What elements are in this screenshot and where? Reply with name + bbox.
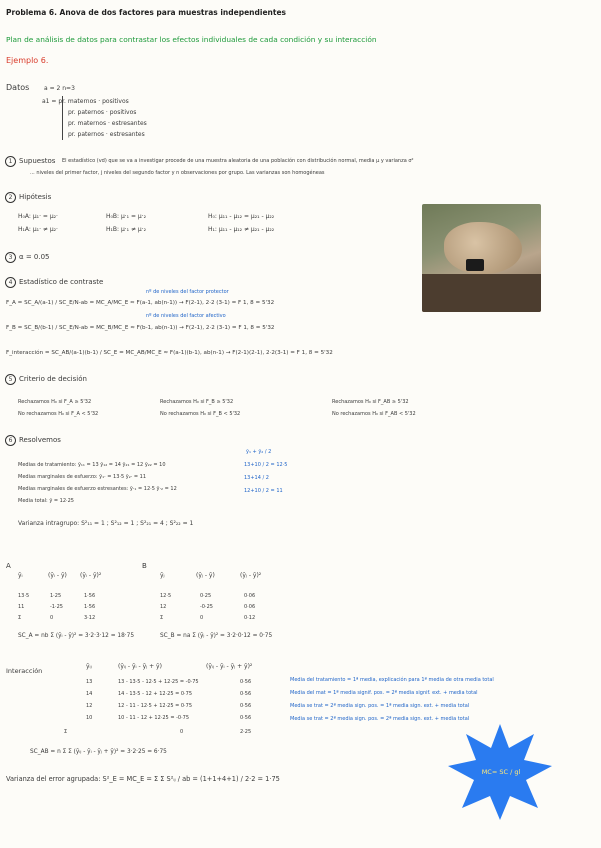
datos-values: a = 2 n=3 — [44, 85, 75, 92]
step-2-label: Hipótesis — [19, 193, 52, 201]
step-1-text-2: ... niveles del primer factor, j niveles del segundo factor y n observaciones por grupo. Las varianzas son homogéneas — [30, 170, 325, 176]
step-1-label: Supuestos — [19, 157, 56, 165]
table-a-cell: 3·12 — [84, 615, 96, 621]
step-number: 4 — [5, 277, 16, 288]
result-line: Media total: ȳ = 12·25 — [18, 498, 74, 504]
formula-fa: F_A = SC_A/(a-1) / SC_E/N-ab = MC_A/MC_E ≈ F(a-1, ab(n-1)) → F(2-1), 2·2 (3-1) = F 1, 8 = 5'32 — [6, 300, 275, 306]
criterion: No rechazamos H₀ si F_A < 5'32 — [18, 411, 99, 417]
page-subtitle: Plan de análisis de datos para contrastar los efectos individuales de cada condición y su interacción — [6, 35, 377, 44]
annotation-note: nº de niveles del factor afectivo — [146, 313, 226, 319]
interaction-cell: 14 - 13·5 - 12 + 12·25 = 0·75 — [118, 691, 193, 697]
step-2-heading — [5, 192, 51, 203]
result-line: Medias marginales de esfuerzo estresantes: ȳ·₁ = 12·5 ȳ·₂ = 12 — [18, 486, 177, 492]
table-b-header: (ȳⱼ - ȳ) — [196, 572, 215, 579]
interaction-cell: 2·25 — [240, 729, 252, 735]
side-note: 12+10 / 2 = 11 — [244, 488, 283, 494]
table-b-header: ȳⱼ — [160, 572, 165, 579]
table-b-formula: SC_B = na Σ (ȳⱼ - ȳ)² = 3·2·0·12 = 0·75 — [160, 633, 273, 639]
step-number: 5 — [5, 374, 16, 385]
star-badge-label: MC= SC / gl — [481, 768, 521, 776]
legend-line: Media se trat = 2ª media sign. pos. = 1ª media sign. ext. + media total — [290, 703, 470, 709]
page-title: Problema 6. Anova de dos factores para muestras independientes — [6, 8, 287, 17]
formula-fb: F_B = SC_B/(b-1) / SC_E/N-ab = MC_B/MC_E ≈ F(b-1, ab(n-1)) → F(2-1), 2·2 (3-1) = F 1, 8 = 5'32 — [6, 325, 275, 331]
step-1-text: El estadístico (vd) que se va a investigar procede de una muestra aleatoria de una población con distribución normal, media μ y varianza σ² — [62, 158, 414, 164]
error-variance: Varianza del error agrupada: S²_E = MC_E = Σ Σ S²ᵢⱼ / ab = (1+1+4+1) / 2·2 = 1·75 — [6, 775, 280, 783]
legend-line: Media del tratamiento = 1ª media, explicación para 1ª media de otra media total — [290, 677, 494, 683]
interaction-cell: 10 — [86, 715, 93, 721]
hypothesis: H₀B: μ·₁ = μ·₂ — [106, 213, 147, 220]
table-b-header: (ȳⱼ - ȳ)² — [240, 572, 262, 579]
step-4-label: Estadístico de contraste — [19, 278, 104, 286]
datos-item: pr. paternos · positivos — [68, 109, 137, 116]
step-4-heading — [5, 277, 103, 288]
step-6-heading — [5, 435, 61, 446]
variance-line: Varianza intragrupo: S²₁₁ = 1 ; S²₁₂ = 1 ; S²₂₁ = 4 ; S²₂₂ = 1 — [18, 520, 194, 527]
result-line: Medias marginales de esfuerzo: ȳ₁· = 13·5 ȳ₂· = 11 — [18, 474, 147, 480]
table-b-cell: 12 — [160, 604, 167, 610]
datos-item: a1 = pr. maternos · positivos — [42, 98, 129, 105]
side-note: ȳ₁ + ȳ₂ / 2 — [246, 449, 272, 455]
table-a-cell: 13·5 — [18, 593, 30, 599]
interaction-cell: 12 — [86, 703, 93, 709]
table-a-formula: SC_A = nb Σ (ȳᵢ - ȳ)² = 3·2·3·12 = 18·75 — [18, 633, 135, 639]
table-a-cell: 0 — [50, 615, 54, 621]
table-b-cell: 0·06 — [244, 604, 256, 610]
criterion: Rechazamos H₀ si F_B ≥ 5'32 — [160, 399, 234, 405]
monkey-photo — [422, 204, 541, 312]
interaction-formula: SC_AB = n Σ Σ (ȳᵢⱼ - ȳᵢ - ȳⱼ + ȳ)² = 3·2·25 = 6·75 — [30, 749, 167, 755]
table-a-header: ȳᵢ — [18, 572, 23, 579]
datos-label: Datos — [6, 83, 30, 92]
criterion: No rechazamos H₀ si F_B < 5'32 — [160, 411, 241, 417]
criterion: Rechazamos H₀ si F_AB ≥ 5'32 — [332, 399, 409, 405]
table-a-header: (ȳᵢ - ȳ)² — [80, 572, 102, 579]
hypothesis: H₁A: μ₁· ≠ μ₂· — [18, 226, 58, 233]
legend-line: Media del mat = 1ª media signif. pos. = 2ª media signif. ext. + media total — [290, 690, 478, 696]
table-b-label: B — [142, 562, 147, 570]
step-number: 3 — [5, 252, 16, 263]
table-b-cell: Σ — [160, 615, 164, 621]
step-6-label: Resolvemos — [19, 436, 61, 444]
hypothesis: H₁B: μ·₁ ≠ μ·₂ — [106, 226, 147, 233]
table-a-cell: 1·56 — [84, 604, 96, 610]
table-b-cell: 0·06 — [244, 593, 256, 599]
table-a-cell: 1·56 — [84, 593, 96, 599]
datos-item: pr. paternos · estresantes — [68, 131, 145, 138]
step-3-heading — [5, 252, 50, 263]
hypothesis: H₁: μ₁₁ - μ₁₂ ≠ μ₂₁ - μ₂₂ — [208, 226, 275, 233]
table-b-cell: -0·25 — [200, 604, 213, 610]
interaction-header: (ȳᵢⱼ - ȳᵢ - ȳⱼ + ȳ) — [118, 663, 162, 670]
datos-item: pr. maternos · estresantes — [68, 120, 147, 127]
interaction-cell: 10 - 11 - 12 + 12·25 = -0·75 — [118, 715, 190, 721]
interaction-header: (ȳᵢⱼ - ȳᵢ - ȳⱼ + ȳ)² — [206, 663, 253, 670]
annotation-note: nº de niveles del factor protector — [146, 289, 229, 295]
step-number: 1 — [5, 156, 16, 167]
step-3-label: α = 0.05 — [19, 253, 50, 261]
formula-fab: F_interacción = SC_AB/(a-1)(b-1) / SC_E = MC_AB/MC_E ≈ F(a-1)(b-1), ab(n-1) → F(2-1)(2-1), 2·2(3-1) = F 1, 8 = 5'32 — [6, 350, 333, 356]
result-line: Medias de tratamiento: ȳ₁₁ = 13 ȳ₁₂ = 14 ȳ₂₁ = 12 ȳ₂₂ = 10 — [18, 462, 166, 468]
side-note: 13+10 / 2 = 12·5 — [244, 462, 288, 468]
table-b-cell: 0 — [200, 615, 204, 621]
side-note: 13+14 / 2 — [244, 475, 269, 481]
step-5-label: Criterio de decisión — [19, 375, 87, 383]
interaction-cell: 12 - 11 - 12·5 + 12·25 = 0·75 — [118, 703, 193, 709]
step-number: 6 — [5, 435, 16, 446]
interaction-header: ȳᵢⱼ — [86, 663, 92, 670]
table-a-label: A — [6, 562, 11, 570]
interaction-cell: 0·56 — [240, 679, 252, 685]
interaction-cell: 14 — [86, 691, 93, 697]
table-a-cell: -1·25 — [50, 604, 63, 610]
table-b-cell: 0·25 — [200, 593, 212, 599]
interaction-cell: Σ — [64, 729, 68, 735]
hypothesis: H₀A: μ₁· = μ₂· — [18, 213, 58, 220]
interaction-cell: 13 — [86, 679, 93, 685]
step-number: 2 — [5, 192, 16, 203]
step-5-heading — [5, 374, 87, 385]
criterion: Rechazamos H₀ si F_A ≥ 5'32 — [18, 399, 92, 405]
interaction-label: Interacción — [6, 667, 43, 675]
criterion: No rechazamos H₀ si F_AB < 5'32 — [332, 411, 416, 417]
table-a-cell: 11 — [18, 604, 25, 610]
step-1-heading — [5, 156, 55, 167]
table-a-cell: Σ — [18, 615, 22, 621]
table-a-header: (ȳᵢ - ȳ) — [48, 572, 67, 579]
interaction-cell: 0·56 — [240, 703, 252, 709]
interaction-cell: 0·56 — [240, 715, 252, 721]
interaction-cell: 13 - 13·5 - 12·5 + 12·25 = -0·75 — [118, 679, 199, 685]
legend-line: Media se trat = 2ª media sign. pos. = 2ª media sign. ext. + media total — [290, 716, 470, 722]
hypothesis: H₀: μ₁₁ - μ₁₂ = μ₂₁ - μ₂₂ — [208, 213, 275, 220]
table-b-cell: 12·5 — [160, 593, 172, 599]
interaction-cell: 0·56 — [240, 691, 252, 697]
table-a-cell: 1·25 — [50, 593, 62, 599]
example-label: Ejemplo 6. — [6, 56, 49, 65]
table-b-cell: 0·12 — [244, 615, 256, 621]
interaction-cell: 0 — [180, 729, 184, 735]
